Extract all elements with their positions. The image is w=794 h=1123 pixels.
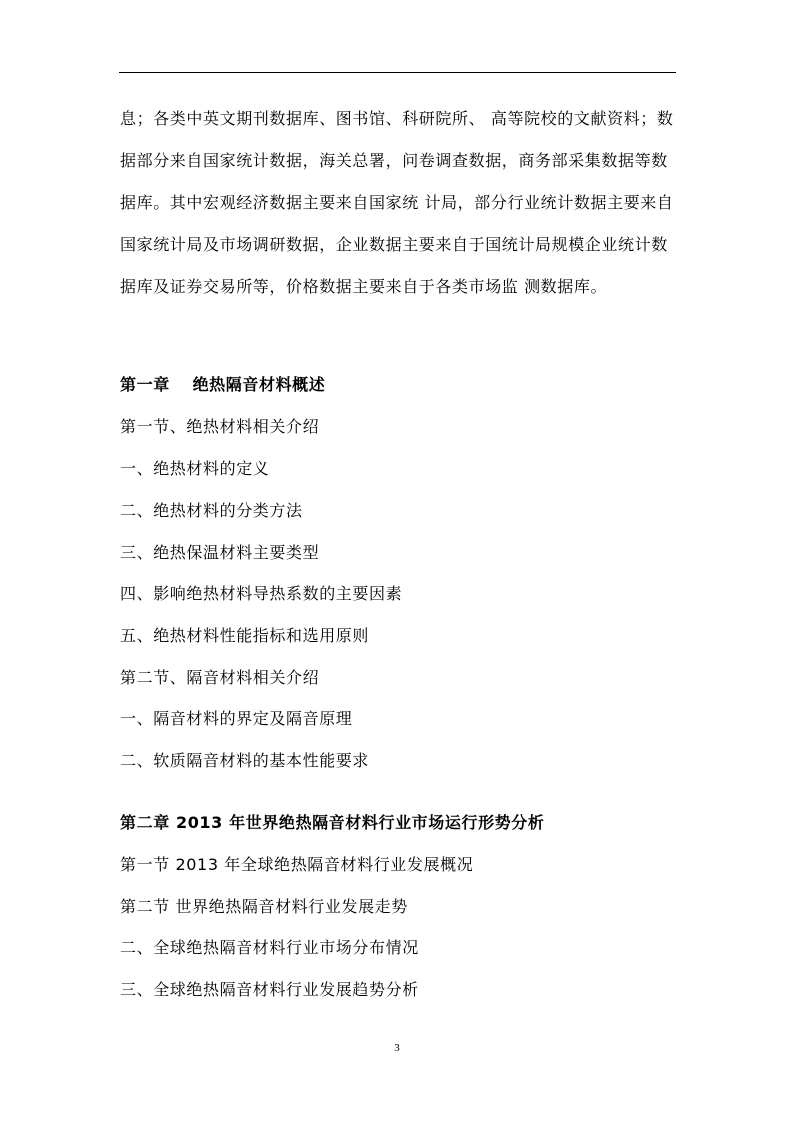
chapter-1-item: 三、绝热保温材料主要类型 [120, 543, 320, 562]
chapter-1-item: 一、绝热材料的定义 [120, 459, 270, 478]
chapter-2-title: 第二章 2013 年世界绝热隔音材料行业市场运行形势分析 [120, 813, 545, 832]
chapter-1-section-2: 第二节、隔音材料相关介绍 [120, 668, 320, 687]
chapter-1-item: 二、绝热材料的分类方法 [120, 501, 303, 520]
page-number: 3 [394, 1042, 400, 1054]
chapter-2-item: 三、全球绝热隔音材料行业发展趋势分析 [120, 980, 419, 999]
intro-paragraph: 息；各类中英文期刊数据库、图书馆、科研院所、 高等院校的文献资料；数据部分来自国家统计数据，海关总署，问卷调查数据，商务部采集数据等数据库。其中宏观经济数据主要来自国家统 计局，部分行业统计数据主要来自国家统计局及市场调研数据，企业数据主要来自于国统计局规模企业统计数据库及证券交易所等，价格数据主要来自于各类市场监 测数据库。 [120, 109, 674, 296]
header-rule [119, 72, 676, 73]
chapter-2-section-1: 第一节 2013 年全球绝热隔音材料行业发展概况 [120, 855, 474, 874]
chapter-1-item: 四、影响绝热材料导热系数的主要因素 [120, 584, 403, 603]
chapter-1-section-1: 第一节、绝热材料相关介绍 [120, 417, 320, 436]
chapter-1-title: 第一章 绝热隔音材料概述 [120, 375, 326, 394]
chapter-1-item: 二、软质隔音材料的基本性能要求 [120, 751, 370, 770]
chapter-1-item: 一、隔音材料的界定及隔音原理 [120, 709, 353, 728]
chapter-2-item: 二、全球绝热隔音材料行业市场分布情况 [120, 938, 419, 957]
chapter-2-section-2: 第二节 世界绝热隔音材料行业发展走势 [120, 897, 408, 916]
chapter-1-item: 五、绝热材料性能指标和选用原则 [120, 626, 370, 645]
